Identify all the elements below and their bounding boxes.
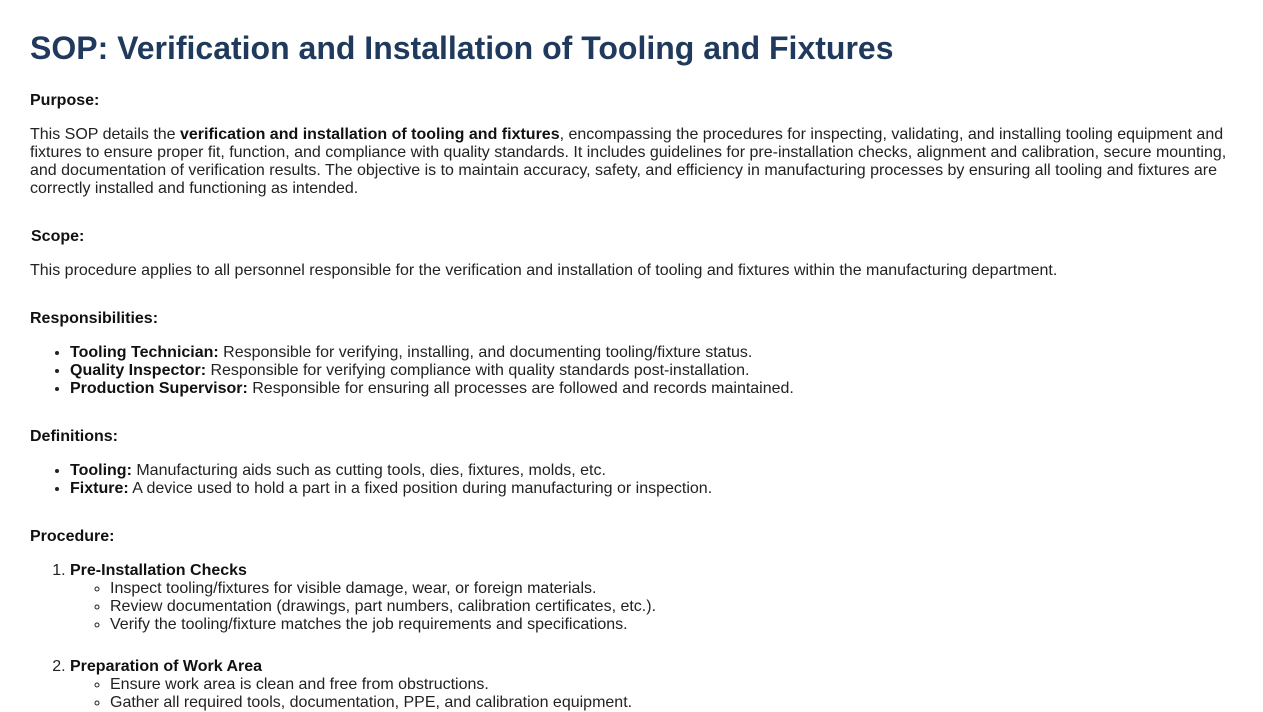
list-item: ◦ Verify the tooling/fixture matches the job requirements and specifications. [110,616,1233,634]
responsibilities-list [30,344,1233,398]
definitions-heading: Definitions: [30,428,118,445]
purpose-text-after: , encompassing the procedures for inspecting, validating, and installing tooling equipment and fixtures to ensure proper fit, function, and compliance with quality standards. It includes guidelines for pre-installation checks, alignment and calibration, secure mounting, and documentation of verification results. The objective is to maintain accuracy, safety, and efficiency in manufacturing processes by ensuring all tooling and fixtures are correctly installed and functioning as intended. [30,126,1227,197]
definition-desc: Manufacturing aids such as cutting tools, dies, fixtures, molds, etc. [131,462,606,479]
purpose-heading: Purpose: [30,92,100,109]
responsibilities-heading: Responsibilities: [30,310,159,327]
definition-term: Fixture: [70,480,129,497]
list-item: ◦ Gather all required tools, documentation, PPE, and calibration equipment. [110,694,1233,712]
list-item [70,480,1233,498]
definition-desc: A device used to hold a part in a fixed position during manufacturing or inspection. [128,480,713,497]
role-desc: Responsible for ensuring all processes are followed and records maintained. [247,380,794,397]
definition-term: Tooling: [70,462,132,479]
list-item: ◦ Ensure work area is clean and free from obstructions. [110,676,1233,694]
role-term: Tooling Technician: [70,344,219,361]
role-desc: Responsible for verifying compliance with quality standards post-installation. [206,362,750,379]
role-desc: Responsible for verifying, installing, and documenting tooling/fixture status. [218,344,753,361]
purpose-text-before: This SOP details the [30,126,180,143]
list-item: ◦ Review documentation (drawings, part numbers, calibration certificates, etc.). [110,598,1233,616]
procedure-step [70,562,1233,634]
procedure-steps [30,562,1233,712]
step-title: Pre-Installation Checks [70,562,247,579]
scope-heading: Scope: [31,228,85,245]
list-item [70,380,1233,398]
procedure-step [70,658,1233,712]
list-item: ◦ Inspect tooling/fixtures for visible damage, wear, or foreign materials. [110,580,1233,598]
role-term: Production Supervisor: [70,380,248,397]
purpose-text-bold: verification and installation of tooling and fixtures [180,126,560,143]
step-substeps [70,580,1233,634]
step-title: Preparation of Work Area [70,658,263,675]
step-substeps [70,676,1233,712]
role-term: Quality Inspector: [70,362,207,379]
list-item [70,462,1233,480]
procedure-heading: Procedure: [30,528,115,545]
scope-paragraph: This procedure applies to all personnel responsible for the verification and installation of tooling and fixtures within the manufacturing department. [30,262,1058,279]
definitions-list [30,462,1233,498]
list-item [70,362,1233,380]
purpose-paragraph [30,126,1233,198]
list-item [70,344,1233,362]
page-title: SOP: Verification and Installation of Tooling and Fixtures [30,30,894,66]
